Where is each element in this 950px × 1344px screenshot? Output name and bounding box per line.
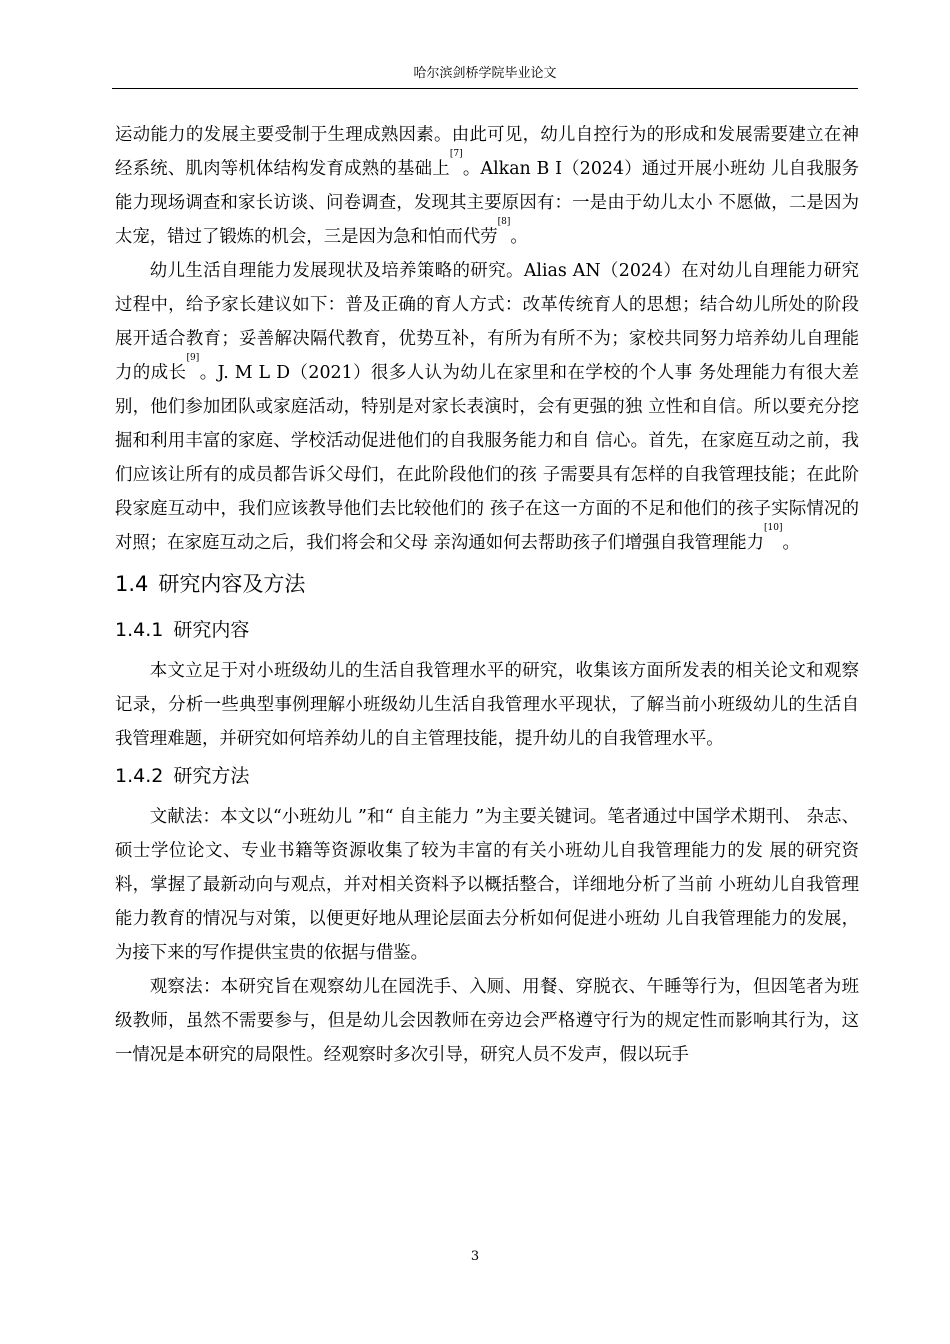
paragraph-1-text-c: 。 — [510, 227, 528, 247]
header-rule — [112, 88, 858, 89]
citation-10: [10] — [764, 523, 783, 533]
paragraph-1 — [115, 118, 859, 254]
paragraph-2-text-c: 。 — [782, 533, 800, 553]
paragraph-1-text-b: 。Alkan B I（2024）通过开展小班幼 儿自我服务能力现场调查和家长访谈、问卷调查，发现其主要原因有：一是由于幼儿太小 不愿做，二是因为太宠，错过了锻炼的机会，三是因为急和怕而代劳 — [115, 159, 859, 247]
section-heading-1-4 — [115, 564, 859, 604]
paragraph-2-text-a: 幼儿生活自理能力发展现状及培养策略的研究。Alias AN（2024）在对幼儿自理能力研究过程中，给予家长建议如下：普及正确的育人方式：改革传统育人的思想；结合幼儿所处的阶段展开适合教育；妥善解决隔代教育，优势互补，有所为有所不为；家校共同努力培养幼儿自理能力的成长 — [115, 261, 859, 383]
subsection-title: 研究方法 — [173, 765, 250, 787]
paragraph-5: 观察法：本研究旨在观察幼儿在园洗手、入厕、用餐、穿脱衣、午睡等行为，但因笔者为班级教师，虽然不需要参与，但是幼儿会因教师在旁边会严格遵守行为的规定性而影响其行为，这一情况是本研究的局限性。经观察时多次引导，研究人员不发声，假以玩手 — [115, 977, 859, 1065]
page-body — [115, 118, 859, 1072]
paragraph-4: 文献法：本文以“小班幼儿 ”和“ 自主能力 ”为主要关键词。笔者通过中国学术期刊、 杂志、硕士学位论文、专业书籍等资源收集了较为丰富的有关小班幼儿自我管理能力的发 展的研究资料，掌握了最新动向与观点，并对相关资料予以概括整合，详细地分析了当前 小班幼儿自我管理能力教育的情况与对策，以便更好地从理论层面去分析如何促进小班幼 儿自我管理能力的发展，为接下来的写作提供宝贵的依据与借鉴。 — [115, 807, 859, 963]
subsection-heading-1-4-1 — [115, 610, 859, 650]
paragraph-2 — [115, 254, 859, 560]
paragraph-3: 本文立足于对小班级幼儿的生活自我管理水平的研究，收集该方面所发表的相关论文和观察记录，分析一些典型事例理解小班级幼儿生活自我管理水平现状，了解当前小班级幼儿的生活自我管理难题，并研究如何培养幼儿的自主管理技能，提升幼儿的自我管理水平。 — [115, 661, 859, 749]
section-number: 1.4 — [115, 572, 149, 596]
subsection-number: 1.4.2 — [115, 765, 164, 787]
citation-7: [7] — [449, 149, 463, 159]
page-number: 3 — [470, 1249, 480, 1264]
section-title: 研究内容及方法 — [158, 572, 306, 596]
running-header: 哈尔滨剑桥学院毕业论文 — [413, 66, 557, 81]
paragraph-1-text-a: 运动能力的发展主要受制于生理成熟因素。由此可见，幼儿自控行为的形成和发展需要建立在神经系统、肌肉等机体结构发育成熟的基础上 — [115, 125, 859, 179]
subsection-heading-1-4-2 — [115, 756, 859, 796]
subsection-title: 研究内容 — [173, 619, 250, 641]
subsection-number: 1.4.1 — [115, 619, 164, 641]
citation-8: [8] — [497, 217, 511, 227]
paragraph-2-text-b: 。J. M L D（2021）很多人认为幼儿在家里和在学校的个人事 务处理能力有很大差别，他们参加团队或家庭活动，特别是对家长表演时，会有更强的独 立性和自信。所以要充分挖掘和利用丰富的家庭、学校活动促进他们的自我服务能力和自 信心。首先，在家庭互动之前，我们应该让所有的成员都告诉父母们，在此阶段他们的孩 子需要具有怎样的自我管理技能；在此阶段家庭互动中，我们应该教导他们去比较他们的 孩子在这一方面的不足和他们的孩子实际情况的对照；在家庭互动之后，我们将会和父母 亲沟通如何去帮助孩子们增强自我管理能力 — [115, 363, 859, 553]
citation-9: [9] — [186, 353, 200, 363]
